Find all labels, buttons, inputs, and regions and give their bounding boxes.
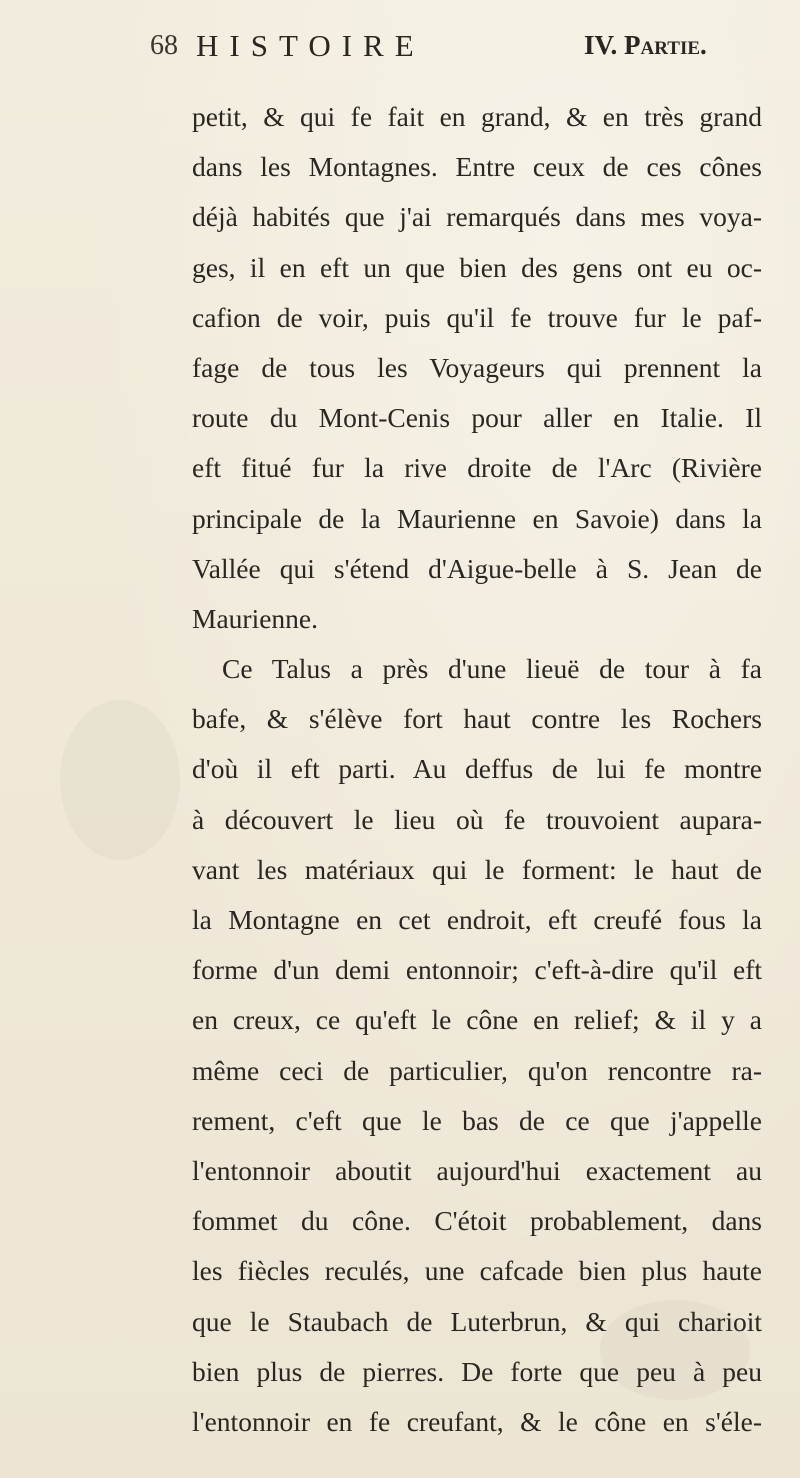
text-line: la Montagne en cet endroit, eft creufé fous la xyxy=(192,904,762,935)
section-label: IV. Partie. xyxy=(584,30,707,60)
text-line: vant les matériaux qui le forment: le haut de xyxy=(192,853,762,885)
text-line: fommet du cône. C'étoit probablement, dans xyxy=(192,1205,762,1237)
text-line: cafion de voir, puis qu'il fe trouve fur le paf- xyxy=(192,301,762,333)
page-number: 68 xyxy=(150,30,178,61)
text-line: petit, & qui fe fait en grand, & en très grand xyxy=(192,101,762,132)
paper-stain xyxy=(60,700,180,860)
text-line: Vallée qui s'étend d'Aigue-belle à S. Jean de xyxy=(192,552,762,584)
text-line: Ce Talus a près d'une lieuë de tour à fa xyxy=(222,653,762,685)
text-line: dans les Montagnes. Entre ceux de ces cônes xyxy=(192,151,762,183)
text-line: d'où il eft parti. Au deffus de lui fe montre xyxy=(192,753,762,785)
text-line: bafe, & s'élève fort haut contre les Rochers xyxy=(192,703,762,735)
running-title: HISTOIRE xyxy=(196,28,425,63)
text-line: bien plus de pierres. De forte que peu à peu xyxy=(192,1355,762,1387)
text-line: ges, il en eft un que bien des gens ont eu oc- xyxy=(192,251,762,283)
text-line: à découvert le lieu où fe trouvoient aupara- xyxy=(192,803,762,835)
text-line: les fiècles reculés, une cafcade bien plus haute xyxy=(192,1255,762,1287)
text-line: déjà habités que j'ai remarqués dans mes voya- xyxy=(192,201,762,233)
text-line: fage de tous les Voyageurs qui prennent la xyxy=(192,351,762,383)
text-line: rement, c'eft que le bas de ce que j'appelle xyxy=(192,1104,762,1136)
body-text xyxy=(192,92,762,1447)
text-line: eft fitué fur la rive droite de l'Arc (Rivière xyxy=(192,452,762,484)
text-line: en creux, ce qu'eft le cône en relief; & il y a xyxy=(192,1004,762,1036)
page-header xyxy=(150,28,780,72)
text-line: principale de la Maurienne en Savoie) dans la xyxy=(192,502,762,534)
text-line: que le Staubach de Luterbrun, & qui charioit xyxy=(192,1305,762,1337)
text-line: Maurienne. xyxy=(192,602,318,634)
text-line: route du Mont-Cenis pour aller en Italie. Il xyxy=(192,402,762,434)
text-line: l'entonnoir aboutit aujourd'hui exactement au xyxy=(192,1154,762,1186)
text-line: l'entonnoir en fe creufant, & le cône en s'éle- xyxy=(192,1405,762,1437)
text-line: forme d'un demi entonnoir; c'eft-à-dire qu'il eft xyxy=(192,954,762,986)
text-line: même ceci de particulier, qu'on rencontre ra- xyxy=(192,1054,762,1086)
